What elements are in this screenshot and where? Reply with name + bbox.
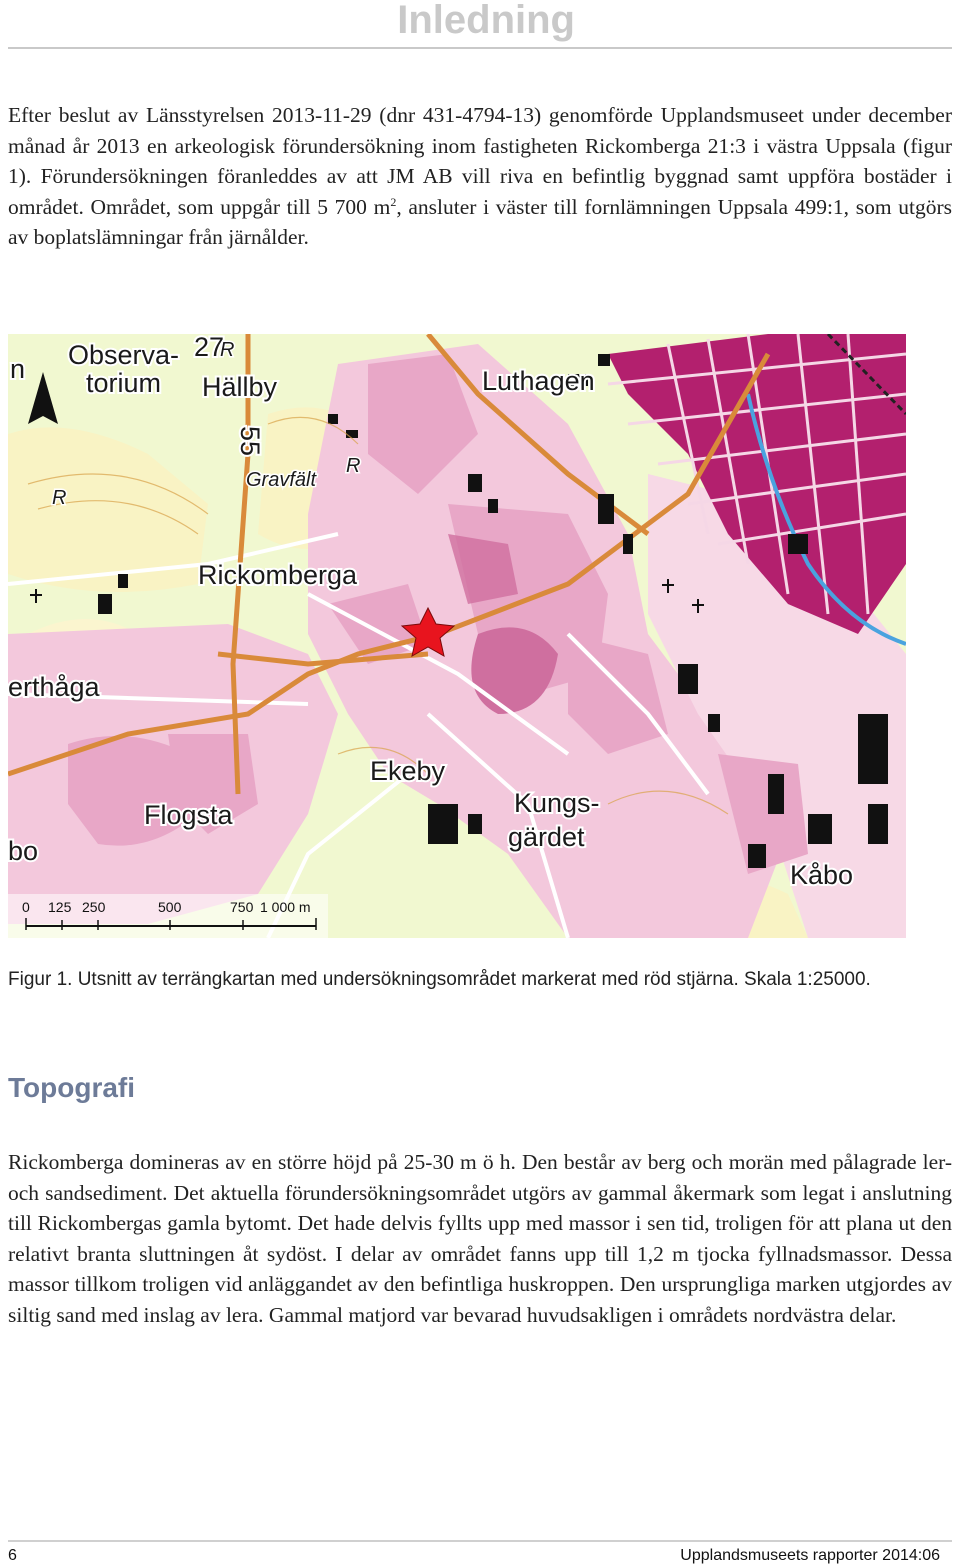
map-label-r2: R	[346, 455, 361, 477]
section-heading-topografi: Topografi	[8, 1072, 136, 1103]
map-label-kungs: Kungs-	[514, 788, 600, 818]
scale-label: 500	[158, 899, 182, 915]
scale-label: 250	[82, 899, 106, 915]
heading-divider	[8, 47, 952, 49]
map-label-observatorium-2: torium	[86, 368, 162, 398]
intro-paragraph	[8, 100, 952, 253]
map-label-gravfalt: Gravfält	[246, 469, 317, 491]
map-label-flogsta: Flogsta	[144, 800, 233, 830]
terrain-map	[8, 334, 906, 938]
page-title: Inledning	[397, 0, 575, 42]
footer-series: Upplandsmuseets rapporter 2014:06	[680, 1547, 940, 1564]
scale-label: 125	[48, 899, 72, 915]
scale-label: 0	[22, 899, 30, 915]
map-label-r1: R	[220, 339, 235, 361]
scale-label: 750	[230, 899, 254, 915]
map-label-road-27: 27	[194, 334, 225, 362]
map-label-hallby: Hällby	[202, 372, 278, 402]
map-label-rickomberga: Rickomberga	[198, 560, 358, 590]
page-number: 6	[8, 1547, 17, 1564]
superscript: 2	[390, 194, 397, 209]
map-label-erthaga: erthåga	[8, 672, 100, 702]
map-label-observatorium-1: Observa-	[68, 340, 180, 370]
map-label-bo: bo	[8, 836, 39, 866]
topografi-paragraph: Rickomberga domineras av en större höjd på 25-30 m ö h. Den består av berg och morän med pålagrade ler- och sandsediment. Det aktuella förundersökningsområdet utgörs av gammal åkermark som legat i anslutning till Rickombergas gamla bytomt. Det hade delvis fyllts upp med massor i sen tid, troligen för att plana ut den relativt branta sluttningen åt sydöst. I delar av området fanns upp till 1,2 m tjocka fyllnadsmassor. Dessa massor tillkom troligen vid anläggandet av den befintliga huskroppen. Den ursprungliga marken utgjordes av siltig sand med inslag av lera. Gammal matjord var bevarad huvudsakligen i områdets nordvästra delar.	[8, 1150, 952, 1327]
intro-text: Efter beslut av Länsstyrelsen 2013-11-29 (dnr 431-4794-13) genomförde Upplandsmuseet under december månad år 2013 en arkeologisk förundersökning inom fastigheten Rickomberga 21:3 i västra Uppsala (figur 1). Förundersökningen föranleddes av att JM AB vill riva en befintlig byggnad samt uppföra bostäder i området. Området, som uppgår till 5 700 m	[8, 103, 952, 219]
map-label-ekeby: Ekeby	[370, 756, 446, 786]
map-label-road-55: 55	[235, 426, 265, 457]
map-label-kabo: Kåbo	[790, 860, 854, 890]
scale-bar	[8, 894, 328, 938]
footer-divider	[8, 1540, 952, 1542]
intro-text-end: , ansluter i väster till fornlämningen Uppsala 499:1, som utgörs av boplatslämningar från järnålder.	[8, 194, 952, 249]
map-label-r3: R	[52, 487, 67, 509]
map-label-n: n	[10, 354, 26, 384]
map-label-luthagen: Luthagen	[482, 366, 595, 396]
figure-caption: Figur 1. Utsnitt av terrängkartan med undersökningsområdet markerat med röd stjärna. Skala 1:25000.	[8, 969, 871, 990]
scale-label: 1 000 m	[260, 899, 311, 915]
map-label-gardet: gärdet	[508, 822, 585, 852]
